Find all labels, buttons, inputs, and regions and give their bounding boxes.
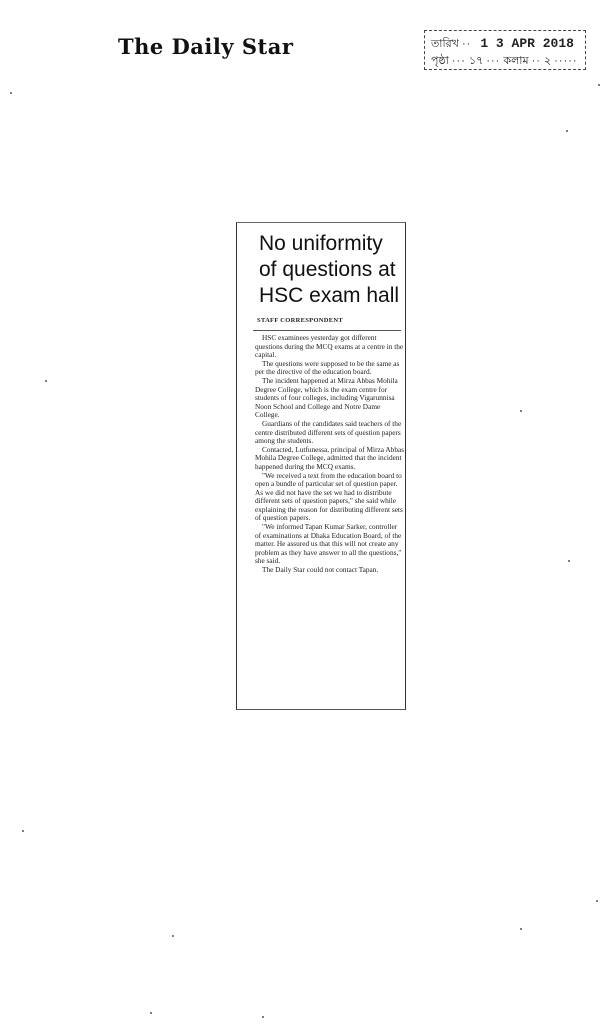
byline-divider	[253, 330, 401, 331]
news-clipping	[236, 222, 406, 710]
article-paragraph: The incident happened at Mirza Abbas Mohila Degree College, which is the exam centre for students of four colleges, including Vigarunnisa Noon School and College and Notre Dame College.	[255, 375, 398, 420]
article-byline: STAFF CORRESPONDENT	[257, 317, 344, 324]
stamp-page-value: ১৭	[468, 55, 484, 67]
stamp-date-value: 1 3 APR 2018	[480, 36, 574, 51]
article-headline: No uniformity of questions at HSC exam hall	[259, 232, 400, 307]
stamp-page-row: পৃষ্ঠা ··· ১৭ ··· কলাম ·· ২ ·····	[431, 55, 578, 67]
newspaper-masthead: The Daily Star	[118, 34, 294, 59]
stamp-column-label: কলাম	[503, 55, 529, 67]
stamp-page-label: পৃষ্ঠা	[431, 55, 449, 67]
article-paragraph: Guardians of the candidates said teachers of the centre distributed different sets of question papers among the students.	[255, 418, 402, 446]
article-paragraph: Contacted, Lutfunessa, principal of Mirza Abbas Mohila Degree College, admitted that the incident happened during the MCQ exams.	[255, 444, 405, 471]
article-body	[255, 334, 405, 575]
article-paragraph: "We informed Tapan Kumar Sarker, controller of examinations at Dhaka Education Board, of the matter. He assured us that this will not create any problem as they have answer to all the questions," she said.	[255, 522, 402, 566]
article-paragraph: The questions were supposed to be the same as per the directive of the education board.	[255, 358, 400, 377]
stamp-date-row: তারিখ ·· 1 3 APR 2018	[431, 36, 574, 51]
article-paragraph: HSC examinees yesterday got different questions during the MCQ exams at a centre in the capital.	[255, 333, 404, 360]
archive-date-stamp	[424, 30, 586, 70]
stamp-date-label: তারিখ	[431, 38, 459, 50]
article-paragraph: The Daily Star could not contact Tapan.	[262, 565, 379, 575]
stamp-column-value: ২	[544, 55, 552, 67]
article-paragraph: "We received a text from the education board to open a bundle of particular set of question paper. As we did not have the set we had to distribute different sets of question papers," she said while explaining the reason for distributing different sets of question papers.	[255, 470, 403, 523]
